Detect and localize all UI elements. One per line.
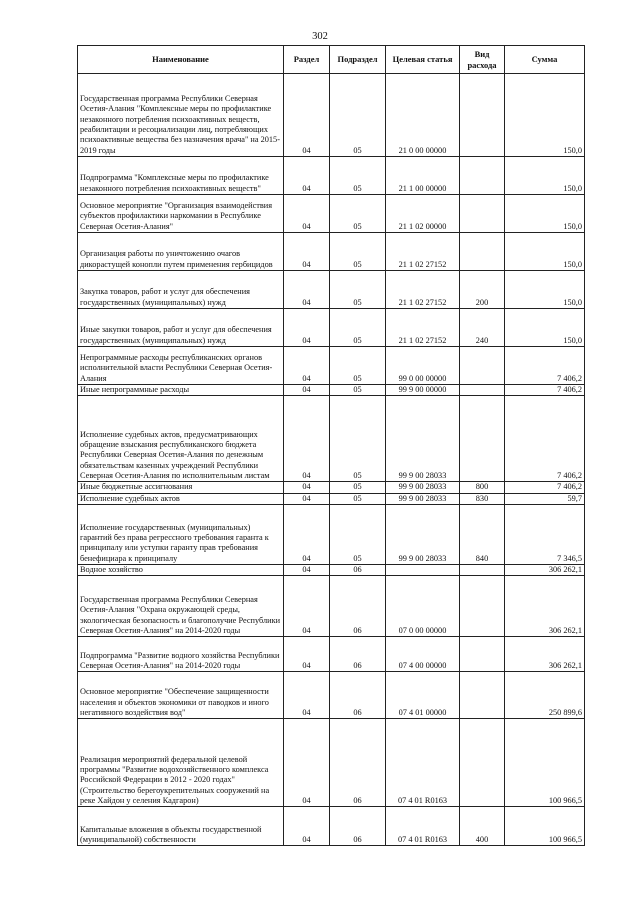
row-subsection: 06 — [330, 565, 386, 576]
row-expense: 400 — [460, 807, 505, 846]
row-sum: 150,0 — [505, 195, 585, 233]
row-target: 07 4 01 00000 — [386, 672, 460, 719]
row-subsection: 05 — [330, 396, 386, 482]
row-section: 04 — [284, 347, 330, 385]
row-sum: 150,0 — [505, 271, 585, 309]
row-expense — [460, 672, 505, 719]
row-section: 04 — [284, 807, 330, 846]
row-expense — [460, 347, 505, 385]
row-expense — [460, 565, 505, 576]
row-name: Исполнение судебных актов — [78, 493, 284, 504]
table-body — [78, 74, 585, 846]
row-target: 21 1 02 27152 — [386, 309, 460, 347]
row-sum: 306 262,1 — [505, 576, 585, 637]
row-subsection: 06 — [330, 807, 386, 846]
header-expense: Вид расхода — [460, 46, 505, 74]
row-section: 04 — [284, 482, 330, 493]
row-target: 21 1 00 00000 — [386, 157, 460, 195]
row-name: Закупка товаров, работ и услуг для обеспечения государственных (муниципальных) нужд — [78, 271, 284, 309]
row-subsection: 06 — [330, 576, 386, 637]
row-subsection: 05 — [330, 233, 386, 271]
row-target: 21 0 00 00000 — [386, 74, 460, 157]
row-target: 99 9 00 28033 — [386, 396, 460, 482]
row-expense — [460, 385, 505, 396]
table-row — [78, 807, 585, 846]
row-subsection: 05 — [330, 74, 386, 157]
row-subsection: 05 — [330, 157, 386, 195]
row-expense: 200 — [460, 271, 505, 309]
row-sum: 7 346,5 — [505, 505, 585, 565]
row-name: Государственная программа Республики Северная Осетия-Алания "Охрана окружающей среды, экологическая безопасность и благополучие Республики Северная Осетия-Алания" на 2014-2020 годы — [78, 576, 284, 637]
row-expense — [460, 74, 505, 157]
row-target: 07 4 01 R0163 — [386, 807, 460, 846]
row-section: 04 — [284, 565, 330, 576]
row-subsection: 05 — [330, 505, 386, 565]
table-row — [78, 195, 585, 233]
table-row — [78, 505, 585, 565]
table-row — [78, 565, 585, 576]
header-name: Наименование — [78, 46, 284, 74]
row-name: Исполнение государственных (муниципальных) гарантий без права регрессного требования гаранта к принципалу или уступки гаранту прав требования бенефициара к принципалу — [78, 505, 284, 565]
table-row — [78, 233, 585, 271]
row-subsection: 06 — [330, 719, 386, 807]
table-row — [78, 396, 585, 482]
page-number: 302 — [312, 31, 328, 42]
header-row — [78, 46, 585, 74]
row-name: Основное мероприятие "Организация взаимодействия субъектов профилактики наркомании в Республике Северная Осетия-Алания" — [78, 195, 284, 233]
row-section: 04 — [284, 719, 330, 807]
budget-table — [77, 45, 585, 846]
row-expense: 240 — [460, 309, 505, 347]
row-name: Непрограммные расходы республиканских органов исполнительной власти Республики Северная Осетия-Алания — [78, 347, 284, 385]
row-sum: 7 406,2 — [505, 385, 585, 396]
header-section: Раздел — [284, 46, 330, 74]
row-name: Реализация мероприятий федеральной целевой программы "Развитие водохозяйственного комплекса Российской Федерации в 2012 - 2020 годах" (Строительство берегоукрепительных сооружений на реке Хайдон у селения Кадгарон) — [78, 719, 284, 807]
row-expense: 830 — [460, 493, 505, 504]
table-row — [78, 157, 585, 195]
row-section: 04 — [284, 74, 330, 157]
row-name: Иные закупки товаров, работ и услуг для обеспечения государственных (муниципальных) нужд — [78, 309, 284, 347]
table-row — [78, 719, 585, 807]
row-expense — [460, 195, 505, 233]
row-sum: 150,0 — [505, 157, 585, 195]
row-sum: 150,0 — [505, 233, 585, 271]
row-target: 21 1 02 27152 — [386, 233, 460, 271]
row-name: Подпрограмма "Развитие водного хозяйства Республики Северная Осетия-Алания" на 2014-2020 годы — [78, 637, 284, 672]
row-target: 21 1 02 27152 — [386, 271, 460, 309]
table-row — [78, 271, 585, 309]
row-sum: 7 406,2 — [505, 347, 585, 385]
row-target: 07 4 00 00000 — [386, 637, 460, 672]
row-subsection: 05 — [330, 385, 386, 396]
table-row — [78, 385, 585, 396]
row-section: 04 — [284, 672, 330, 719]
row-target: 99 9 00 28033 — [386, 482, 460, 493]
row-subsection: 05 — [330, 482, 386, 493]
row-section: 04 — [284, 157, 330, 195]
row-subsection: 05 — [330, 347, 386, 385]
row-name: Организация работы по уничтожению очагов дикорастущей конопли путем применения гербицидов — [78, 233, 284, 271]
row-sum: 250 899,6 — [505, 672, 585, 719]
row-target: 99 9 00 00000 — [386, 385, 460, 396]
row-section: 04 — [284, 271, 330, 309]
header-sum: Сумма — [505, 46, 585, 74]
header-target: Целевая статья — [386, 46, 460, 74]
header-subsection: Подраздел — [330, 46, 386, 74]
table-row — [78, 482, 585, 493]
table-row — [78, 637, 585, 672]
table-row — [78, 309, 585, 347]
row-subsection: 06 — [330, 672, 386, 719]
row-target: 99 9 00 28033 — [386, 493, 460, 504]
row-sum: 100 966,5 — [505, 807, 585, 846]
row-section: 04 — [284, 195, 330, 233]
table-row — [78, 672, 585, 719]
row-subsection: 06 — [330, 637, 386, 672]
row-subsection: 05 — [330, 309, 386, 347]
row-section: 04 — [284, 309, 330, 347]
row-subsection: 05 — [330, 493, 386, 504]
row-target — [386, 565, 460, 576]
row-expense — [460, 719, 505, 807]
row-subsection: 05 — [330, 195, 386, 233]
table-row — [78, 576, 585, 637]
row-name: Иные бюджетные ассигнования — [78, 482, 284, 493]
row-sum: 59,7 — [505, 493, 585, 504]
row-expense — [460, 637, 505, 672]
row-expense — [460, 233, 505, 271]
row-name: Государственная программа Республики Северная Осетия-Алания "Комплексные меры по профилактике незаконного потребления психоактивных веществ, реабилитации и ресоциализации лиц, потребляющих психоактивные вещества без назначения врача" на 2015-2019 годы — [78, 74, 284, 157]
row-target: 07 4 01 R0163 — [386, 719, 460, 807]
table-row — [78, 347, 585, 385]
row-sum: 150,0 — [505, 74, 585, 157]
row-expense — [460, 157, 505, 195]
row-sum: 150,0 — [505, 309, 585, 347]
row-name: Исполнение судебных актов, предусматривающих обращение взыскания республиканского бюджета Республики Северная Осетия-Алания по денежным обязательствам казенных учреждений Республики Северная Осетия-Алания по исполнительным листам — [78, 396, 284, 482]
row-target: 21 1 02 00000 — [386, 195, 460, 233]
table-row — [78, 74, 585, 157]
row-sum: 100 966,5 — [505, 719, 585, 807]
row-target: 07 0 00 00000 — [386, 576, 460, 637]
row-section: 04 — [284, 637, 330, 672]
row-section: 04 — [284, 493, 330, 504]
row-section: 04 — [284, 505, 330, 565]
row-section: 04 — [284, 396, 330, 482]
row-expense — [460, 576, 505, 637]
row-target: 99 9 00 28033 — [386, 505, 460, 565]
row-subsection: 05 — [330, 271, 386, 309]
row-sum: 306 262,1 — [505, 637, 585, 672]
row-name: Подпрограмма "Комплексные меры по профилактике незаконного потребления психоактивных веществ" — [78, 157, 284, 195]
row-sum: 306 262,1 — [505, 565, 585, 576]
row-expense — [460, 396, 505, 482]
row-name: Капитальные вложения в объекты государственной (муниципальной) собственности — [78, 807, 284, 846]
row-sum: 7 406,2 — [505, 396, 585, 482]
table-row — [78, 493, 585, 504]
row-name: Основное мероприятие "Обеспечение защищенности населения и объектов экономики от паводков и иного негативного воздействия вод" — [78, 672, 284, 719]
row-section: 04 — [284, 385, 330, 396]
row-section: 04 — [284, 233, 330, 271]
row-expense: 840 — [460, 505, 505, 565]
row-target: 99 0 00 00000 — [386, 347, 460, 385]
row-sum: 7 406,2 — [505, 482, 585, 493]
row-name: Водное хозяйство — [78, 565, 284, 576]
row-expense: 800 — [460, 482, 505, 493]
row-name: Иные непрограммные расходы — [78, 385, 284, 396]
row-section: 04 — [284, 576, 330, 637]
